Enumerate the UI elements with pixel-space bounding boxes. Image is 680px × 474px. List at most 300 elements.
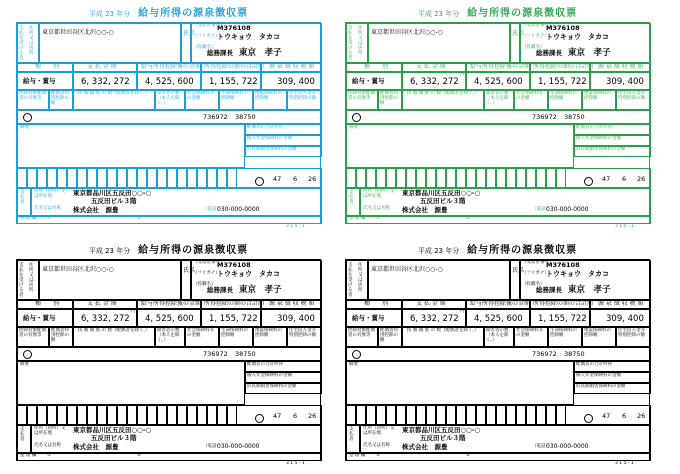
housing-label: 住宅借入金等特別控除の額 <box>618 91 645 101</box>
address-label: 住所又は居所 <box>358 26 363 56</box>
status-box <box>47 168 57 188</box>
form-title: 給与所得の源泉徴収票 <box>467 8 578 19</box>
name-label: 氏名 <box>512 30 525 37</box>
name-label: 氏名 <box>183 30 196 37</box>
form-title: 給与所得の源泉徴収票 <box>138 8 249 19</box>
payer-address-line1: 東京都品川区五反田○○-○ <box>73 189 152 197</box>
status-box <box>207 168 217 188</box>
status-box <box>426 405 436 425</box>
payer-label: 支払者 <box>349 427 354 442</box>
income-type: 給与・賞与 <box>352 314 385 322</box>
pay-amount: 6, 332, 272 <box>410 77 459 87</box>
status-box <box>556 405 566 425</box>
form-code: 3 1 5 - 1 <box>286 461 305 466</box>
quake-ins-label: 地震保険料の控除額 <box>255 328 282 338</box>
status-box <box>197 405 207 425</box>
after-deduct-amount: 4, 525, 600 <box>474 314 523 324</box>
status-box <box>376 168 386 188</box>
form-grid <box>345 22 650 224</box>
payer-address-label: 住所（居所）又は所在地 <box>34 189 66 199</box>
status-box <box>346 405 356 425</box>
payer-phone: 030-000-0000 <box>217 443 260 450</box>
status-box <box>396 168 406 188</box>
col-pay: 支 払 金 額 <box>87 300 117 307</box>
status-mark-icon <box>255 177 264 186</box>
pension-label: 個人年金保険料の金額 <box>576 373 621 378</box>
status-box <box>476 405 486 425</box>
payee-kana: トウキョウ タカコ <box>546 33 609 41</box>
life-ins-label: 生命保険料の控除額 <box>550 91 577 101</box>
phone-label: （電話） <box>532 444 550 449</box>
pension-label: 個人年金保険料の金額 <box>576 136 621 141</box>
quake-ins-label: 地震保険料の控除額 <box>584 91 611 101</box>
status-box <box>376 405 386 425</box>
life-ins-label: 生命保険料の控除額 <box>221 91 248 101</box>
payer-name: 株式会社 源豊 <box>402 206 448 214</box>
status-box <box>406 405 416 425</box>
date-day: 26 <box>637 175 646 183</box>
payee-id: M376108 <box>217 24 251 32</box>
status-box <box>167 405 177 425</box>
payee-role: 総務課長 <box>207 49 233 57</box>
id-label: （受給者番号） <box>522 23 554 28</box>
housing-label: 住宅借入金等特別控除の額 <box>289 91 316 101</box>
payee-label: 支払を受ける者 <box>348 26 353 61</box>
role-label: （役職名） <box>193 282 216 287</box>
name-label-cell <box>181 260 191 300</box>
status-box <box>137 405 147 425</box>
status-box <box>37 405 47 425</box>
status-box <box>366 405 376 425</box>
payee-role: 総務課長 <box>207 286 233 294</box>
status-box <box>546 405 556 425</box>
col-tax: 源 泉 徴 収 税 額 <box>269 300 315 307</box>
disabled-label: 障害者の数（本人を除く。） <box>486 328 509 343</box>
date-day: 26 <box>308 175 317 183</box>
dependents-label: 扶 養 親 族 の 数（配偶者を除く。） <box>406 91 480 96</box>
dependents-label: 扶 養 親 族 の 数（配偶者を除く。） <box>406 328 480 333</box>
kana-label: （フリガナ） <box>193 271 220 276</box>
address-label: 住所又は居所 <box>29 263 34 293</box>
status-box <box>27 405 37 425</box>
life-ins-label: 生命保険料の控除額 <box>221 328 248 338</box>
status-box <box>556 168 566 188</box>
date-day: 26 <box>637 412 646 420</box>
status-box <box>97 405 107 425</box>
col-pay: 支 払 金 額 <box>87 63 117 70</box>
ledger-row <box>17 453 322 461</box>
withholding-form-1 <box>16 6 321 229</box>
payer-phone: 030-000-0000 <box>546 443 589 450</box>
payer-phone: 030-000-0000 <box>217 206 260 213</box>
date-year: 47 <box>602 175 611 183</box>
payee-name: 東京 孝子 <box>239 285 282 295</box>
payee-address: 東京都世田谷区北沢○○-○ <box>42 266 114 273</box>
status-box <box>57 405 67 425</box>
status-box <box>167 168 177 188</box>
form-code: 3 1 5 - 1 <box>615 461 634 466</box>
payee-id: M376108 <box>546 261 580 269</box>
life-ins-label: 生命保険料の控除額 <box>550 328 577 338</box>
form-header <box>345 8 650 19</box>
social-ins-amount: 736972 <box>203 113 228 121</box>
life-ins-amount: 38750 <box>235 113 256 121</box>
status-box <box>356 405 366 425</box>
payer-address-line1: 東京都品川区五反田○○-○ <box>402 189 481 197</box>
payee-kana: トウキョウ タカコ <box>217 270 280 278</box>
quake-ins-label: 地震保険料の控除額 <box>255 91 282 101</box>
payer-address-line2: 五反田ビル３階 <box>91 434 137 442</box>
payee-address: 東京都世田谷区北沢○○-○ <box>371 266 443 273</box>
payer-name-label: 氏名又は名称 <box>363 206 390 211</box>
yen-mark: 円 <box>460 309 465 314</box>
name-label: 氏名 <box>183 267 196 274</box>
status-box <box>356 168 366 188</box>
payee-role: 総務課長 <box>536 286 562 294</box>
ledger-row <box>17 216 322 224</box>
status-box <box>386 168 396 188</box>
status-box <box>466 168 476 188</box>
col-after-deduct: 給与所得控除後の金額 <box>141 63 202 70</box>
phone-label: （電話） <box>203 444 221 449</box>
status-box <box>506 405 516 425</box>
income-type: 給与・賞与 <box>23 77 56 85</box>
pay-amount: 6, 332, 272 <box>81 314 130 324</box>
pay-amount: 6, 332, 272 <box>410 314 459 324</box>
social-ins-amount: 736972 <box>532 113 557 121</box>
col-total-deduct: 所得控除の額の合計額 <box>204 300 265 307</box>
total-deduct-amount: 1, 155, 722 <box>538 77 587 87</box>
ledger-row <box>346 216 651 224</box>
housing-label: 住宅借入金等特別控除の額 <box>289 328 316 338</box>
payer-address-line1: 東京都品川区五反田○○-○ <box>402 426 481 434</box>
status-box <box>227 405 237 425</box>
status-box <box>27 168 37 188</box>
deduction-values-row <box>17 347 322 361</box>
deduction-values-row <box>17 110 322 124</box>
name-label-cell <box>510 23 520 63</box>
social-ins-amount: 736972 <box>203 350 228 358</box>
status-box <box>77 168 87 188</box>
ledger-label: 整 理 欄 <box>349 216 366 221</box>
status-box <box>526 405 536 425</box>
remarks-label: 摘要 <box>349 362 358 367</box>
status-box <box>346 168 356 188</box>
disabled-label: 障害者の数（本人を除く。） <box>157 328 180 343</box>
pension-label: 個人年金保険料の金額 <box>247 136 292 141</box>
status-box <box>117 405 127 425</box>
longterm-label: 旧長期損害保険料の金額 <box>576 147 626 152</box>
form-grid <box>16 259 321 461</box>
status-box <box>486 405 496 425</box>
status-box <box>546 168 556 188</box>
form-grid <box>16 22 321 224</box>
spouse-label: 控除対象配偶者の有無等 <box>348 91 375 101</box>
payer-label: 支払者 <box>349 190 354 205</box>
name-label: 氏名 <box>512 267 525 274</box>
form-code: 3 1 5 - 1 <box>615 224 634 229</box>
status-box <box>47 405 57 425</box>
col-type: 種 別 <box>35 300 60 307</box>
status-box <box>197 168 207 188</box>
social-ins-label: 社会保険料等の金額 <box>187 328 214 338</box>
payer-address-label: 住所（居所）又は所在地 <box>363 189 395 199</box>
status-mark-icon <box>255 414 264 423</box>
form-header <box>16 8 321 19</box>
col-total-deduct: 所得控除の額の合計額 <box>533 300 594 307</box>
ledger-2: ② <box>466 216 471 221</box>
address-label: 住所又は居所 <box>29 26 34 56</box>
ledger-label: 整 理 欄 <box>349 453 366 458</box>
ledger-1: ① <box>47 216 52 221</box>
status-box <box>87 405 97 425</box>
payee-label: 支払を受ける者 <box>348 263 353 298</box>
status-box <box>217 405 227 425</box>
social-ins-label: 社会保険料等の金額 <box>516 328 543 338</box>
yen-mark: 円 <box>460 72 465 77</box>
spouse-label: 控除対象配偶者の有無等 <box>348 328 375 338</box>
col-after-deduct: 給与所得控除後の金額 <box>470 300 531 307</box>
quake-ins-label: 地震保険料の控除額 <box>584 328 611 338</box>
withholding-form-2 <box>345 6 650 229</box>
status-box <box>107 405 117 425</box>
deduction-values-row <box>346 110 651 124</box>
form-header <box>16 245 321 256</box>
payee-id: M376108 <box>546 24 580 32</box>
status-box <box>107 168 117 188</box>
dependents-label: 扶 養 親 族 の 数（配偶者を除く。） <box>77 91 151 96</box>
total-deduct-amount: 1, 155, 722 <box>538 314 587 324</box>
date-month: 6 <box>622 175 627 183</box>
role-label: （役職名） <box>522 45 545 50</box>
ledger-2: ② <box>137 216 142 221</box>
payer-name-label: 氏名又は名称 <box>363 443 390 448</box>
longterm-label: 旧長期損害保険料の金額 <box>576 384 626 389</box>
ledger-2: ② <box>466 453 471 458</box>
spouse-income-label: 配偶者の合計所得 <box>247 125 283 130</box>
status-box <box>97 168 107 188</box>
col-type: 種 別 <box>364 300 389 307</box>
col-tax: 源 泉 徴 収 税 額 <box>598 63 644 70</box>
status-box <box>207 405 217 425</box>
life-ins-amount: 38750 <box>564 350 585 358</box>
status-box <box>516 405 526 425</box>
disabled-label: 障害者の数（本人を除く。） <box>486 91 509 106</box>
status-box <box>416 168 426 188</box>
status-box <box>426 168 436 188</box>
status-box <box>526 168 536 188</box>
status-box <box>147 168 157 188</box>
status-box <box>416 405 426 425</box>
status-box <box>227 168 237 188</box>
remarks-cell <box>346 361 574 405</box>
status-box <box>17 168 27 188</box>
payer-address-line1: 東京都品川区五反田○○-○ <box>73 426 152 434</box>
withholding-form-4 <box>345 243 650 466</box>
remarks-cell <box>17 124 245 168</box>
spouse-special-label: 配偶者特別控除の額 <box>51 91 69 106</box>
form-title: 給与所得の源泉徴収票 <box>467 245 578 256</box>
tax-amount: 309, 400 <box>606 314 644 324</box>
status-mark-icon <box>584 177 593 186</box>
status-box <box>67 168 77 188</box>
payer-phone: 030-000-0000 <box>546 206 589 213</box>
status-box <box>77 405 87 425</box>
role-label: （役職名） <box>193 45 216 50</box>
status-box <box>157 405 167 425</box>
payer-label: 支払者 <box>20 190 25 205</box>
payer-name: 株式会社 源豊 <box>73 443 119 451</box>
disabled-label: 障害者の数（本人を除く。） <box>157 91 180 106</box>
withholding-form-3 <box>16 243 321 466</box>
payee-name: 東京 孝子 <box>239 48 282 58</box>
spouse-income-label: 配偶者の合計所得 <box>576 362 612 367</box>
total-deduct-amount: 1, 155, 722 <box>209 314 258 324</box>
status-box <box>436 405 446 425</box>
status-box <box>127 168 137 188</box>
payer-label: 支払者 <box>20 427 25 442</box>
status-box <box>466 405 476 425</box>
ledger-1: ① <box>376 216 381 221</box>
after-deduct-amount: 4, 525, 600 <box>145 77 194 87</box>
status-box <box>117 168 127 188</box>
col-type: 種 別 <box>35 63 60 70</box>
spouse-label: 控除対象配偶者の有無等 <box>19 91 46 101</box>
id-label: （受給者番号） <box>193 260 225 265</box>
ledger-1: ① <box>47 453 52 458</box>
payer-address-line2: 五反田ビル３階 <box>420 197 466 205</box>
payee-kana: トウキョウ タカコ <box>217 33 280 41</box>
tax-amount: 309, 400 <box>277 77 315 87</box>
status-box <box>496 405 506 425</box>
col-after-deduct: 給与所得控除後の金額 <box>141 300 202 307</box>
date-year: 47 <box>273 175 282 183</box>
role-label: （役職名） <box>522 282 545 287</box>
id-label: （受給者番号） <box>522 260 554 265</box>
col-type: 種 別 <box>364 63 389 70</box>
payer-name: 株式会社 源豊 <box>402 443 448 451</box>
payer-address-line2: 五反田ビル３階 <box>91 197 137 205</box>
spouse-mark-icon <box>23 113 32 122</box>
payee-name: 東京 孝子 <box>568 48 611 58</box>
name-label-cell <box>181 23 191 63</box>
era-year: 平成 23 年分 <box>417 10 460 18</box>
tax-amount: 309, 400 <box>277 314 315 324</box>
status-box <box>386 405 396 425</box>
payer-address-label: 住所（居所）又は所在地 <box>363 426 395 436</box>
income-type: 給与・賞与 <box>23 314 56 322</box>
kana-label: （フリガナ） <box>522 34 549 39</box>
payee-name: 東京 孝子 <box>568 285 611 295</box>
col-total-deduct: 所得控除の額の合計額 <box>533 63 594 70</box>
col-tax: 源 泉 徴 収 税 額 <box>269 63 315 70</box>
status-box <box>496 168 506 188</box>
status-box <box>536 168 546 188</box>
ledger-1: ① <box>376 453 381 458</box>
ledger-2: ② <box>137 453 142 458</box>
status-box <box>406 168 416 188</box>
status-box <box>17 405 27 425</box>
col-tax: 源 泉 徴 収 税 額 <box>598 300 644 307</box>
status-box <box>187 168 197 188</box>
spouse-mark-icon <box>352 113 361 122</box>
form-header <box>345 245 650 256</box>
status-box <box>57 168 67 188</box>
date-month: 6 <box>293 175 298 183</box>
payer-name: 株式会社 源豊 <box>73 206 119 214</box>
status-box <box>506 168 516 188</box>
status-box <box>396 405 406 425</box>
remarks-cell <box>346 124 574 168</box>
era-year: 平成 23 年分 <box>88 247 131 255</box>
life-ins-amount: 38750 <box>564 113 585 121</box>
remarks-cell <box>17 361 245 405</box>
form-code: 3 1 5 - 1 <box>286 224 305 229</box>
status-box <box>217 168 227 188</box>
era-year: 平成 23 年分 <box>417 247 460 255</box>
date-year: 47 <box>602 412 611 420</box>
pension-label: 個人年金保険料の金額 <box>247 373 292 378</box>
spouse-mark-icon <box>352 350 361 359</box>
spouse-mark-icon <box>23 350 32 359</box>
form-grid <box>345 259 650 461</box>
ledger-label: 整 理 欄 <box>20 216 37 221</box>
status-box <box>446 168 456 188</box>
status-box <box>87 168 97 188</box>
kana-label: （フリガナ） <box>522 271 549 276</box>
income-type: 給与・賞与 <box>352 77 385 85</box>
payee-label: 支払を受ける者 <box>19 263 24 298</box>
payer-address-label: 住所（居所）又は所在地 <box>34 426 66 436</box>
payee-label: 支払を受ける者 <box>19 26 24 61</box>
deduction-values-row <box>346 347 651 361</box>
remarks-label: 摘要 <box>349 125 358 130</box>
status-box <box>37 168 47 188</box>
ledger-row <box>346 453 651 461</box>
spouse-income-label: 配偶者の合計所得 <box>576 125 612 130</box>
status-box <box>147 405 157 425</box>
era-year: 平成 23 年分 <box>88 10 131 18</box>
remarks-label: 摘要 <box>20 362 29 367</box>
col-pay: 支 払 金 額 <box>416 63 446 70</box>
longterm-label: 旧長期損害保険料の金額 <box>247 384 297 389</box>
col-pay: 支 払 金 額 <box>416 300 446 307</box>
total-deduct-amount: 1, 155, 722 <box>209 77 258 87</box>
status-box <box>456 168 466 188</box>
payer-name-label: 氏名又は名称 <box>34 443 61 448</box>
address-label: 住所又は居所 <box>358 263 363 293</box>
date-month: 6 <box>293 412 298 420</box>
form-title: 給与所得の源泉徴収票 <box>138 245 249 256</box>
status-box <box>516 168 526 188</box>
col-total-deduct: 所得控除の額の合計額 <box>204 63 265 70</box>
social-ins-label: 社会保険料等の金額 <box>516 91 543 101</box>
spouse-special-label: 配偶者特別控除の額 <box>380 91 398 106</box>
status-box <box>456 405 466 425</box>
name-label-cell <box>510 260 520 300</box>
status-box <box>366 168 376 188</box>
yen-mark: 円 <box>131 72 136 77</box>
date-month: 6 <box>622 412 627 420</box>
kana-label: （フリガナ） <box>193 34 220 39</box>
status-box <box>486 168 496 188</box>
col-after-deduct: 給与所得控除後の金額 <box>470 63 531 70</box>
life-ins-amount: 38750 <box>235 350 256 358</box>
yen-mark: 円 <box>131 309 136 314</box>
status-mark-icon <box>584 414 593 423</box>
remarks-label: 摘要 <box>20 125 29 130</box>
status-box <box>187 405 197 425</box>
